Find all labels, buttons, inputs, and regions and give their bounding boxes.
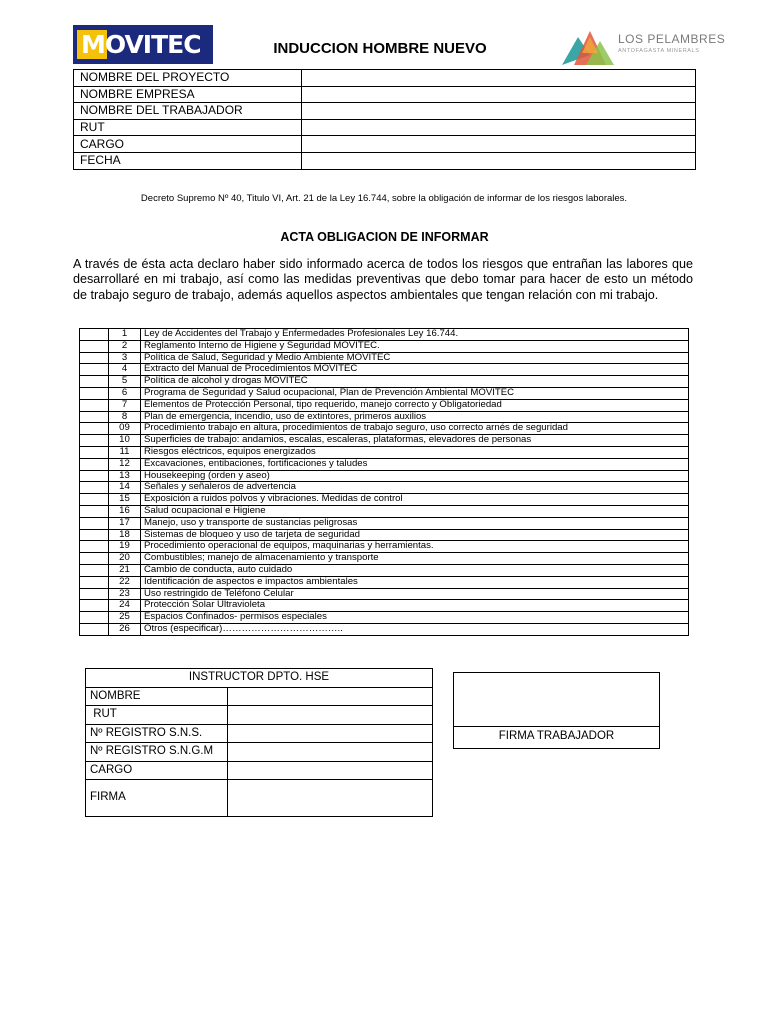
topic-text: Procedimiento operacional de equipos, maquinarias y herramientas. xyxy=(141,541,689,553)
topic-row xyxy=(80,470,689,482)
instructor-header: INSTRUCTOR DPTO. HSE xyxy=(86,669,433,688)
topic-text: Combustibles; manejo de almacenamiento y transporte xyxy=(141,553,689,565)
mountain-icon xyxy=(560,25,616,67)
topic-row xyxy=(80,376,689,388)
instructor-value-field[interactable] xyxy=(228,724,433,743)
topic-number: 13 xyxy=(109,470,141,482)
topic-text: Ley de Accidentes del Trabajo y Enfermedades Profesionales Ley 16.744. xyxy=(141,329,689,341)
topic-number: 12 xyxy=(109,458,141,470)
topic-check-cell[interactable] xyxy=(80,600,109,612)
topic-check-cell[interactable] xyxy=(80,364,109,376)
topic-number: 10 xyxy=(109,435,141,447)
topic-text: Sistemas de bloqueo y uso de tarjeta de seguridad xyxy=(141,529,689,541)
instructor-table xyxy=(85,668,433,817)
info-value-field[interactable] xyxy=(302,103,696,120)
topic-row xyxy=(80,564,689,576)
topic-text: Extracto del Manual de Procedimientos MOVITEC xyxy=(141,364,689,376)
topic-check-cell[interactable] xyxy=(80,387,109,399)
worker-signature-label: FIRMA TRABAJADOR xyxy=(498,730,615,742)
topic-row xyxy=(80,446,689,458)
topic-row xyxy=(80,340,689,352)
topic-number: 09 xyxy=(109,423,141,435)
topic-number: 14 xyxy=(109,482,141,494)
topic-check-cell[interactable] xyxy=(80,446,109,458)
topic-number: 6 xyxy=(109,387,141,399)
topic-check-cell[interactable] xyxy=(80,517,109,529)
topic-text: Identificación de aspectos e impactos ambientales xyxy=(141,576,689,588)
topic-row xyxy=(80,505,689,517)
info-row xyxy=(74,136,696,153)
topic-row xyxy=(80,387,689,399)
info-row xyxy=(74,86,696,103)
info-row xyxy=(74,103,696,120)
topic-text: Exposición a ruidos polvos y vibraciones. Medidas de control xyxy=(141,494,689,506)
topic-number: 21 xyxy=(109,564,141,576)
instructor-label: RUT xyxy=(86,706,228,725)
topic-row xyxy=(80,435,689,447)
document-title: INDUCCION HOMBRE NUEVO xyxy=(273,40,487,57)
instructor-row xyxy=(86,780,433,817)
topic-row xyxy=(80,399,689,411)
instructor-row xyxy=(86,706,433,725)
topic-number: 7 xyxy=(109,399,141,411)
topic-number: 2 xyxy=(109,340,141,352)
topic-check-cell[interactable] xyxy=(80,529,109,541)
topic-row xyxy=(80,623,689,635)
topic-row xyxy=(80,553,689,565)
info-value-field[interactable] xyxy=(302,70,696,87)
topic-number: 4 xyxy=(109,364,141,376)
movitec-logo xyxy=(73,25,213,64)
worker-info-table xyxy=(73,69,696,170)
instructor-row xyxy=(86,687,433,706)
decree-text: Decreto Supremo Nº 40, Titulo VI, Art. 21 de la Ley 16.744, sobre la obligación de informar de los riesgos laborales. xyxy=(140,193,628,204)
topic-check-cell[interactable] xyxy=(80,340,109,352)
topic-row xyxy=(80,517,689,529)
instructor-value-field[interactable] xyxy=(228,706,433,725)
topic-text: Política de Salud, Seguridad y Medio Ambiente MOVITEC xyxy=(141,352,689,364)
info-label: FECHA xyxy=(74,152,302,169)
topic-row xyxy=(80,423,689,435)
topic-text: Programa de Seguridad y Salud ocupacional, Plan de Prevención Ambiental MOVITEC xyxy=(141,387,689,399)
topic-check-cell[interactable] xyxy=(80,458,109,470)
intro-paragraph: A través de ésta acta declaro haber sido informado acerca de todos los riesgos que entrañan las labores que desarrollaré en mi trabajo, así como las medidas preventivas que debo tomar para hacer de esto un método de trabajo seguro de trabajo, además aquellos aspectos ambientales que tengan relación con mi trabajo. xyxy=(73,257,693,302)
instructor-value-field[interactable] xyxy=(228,780,433,817)
topic-check-cell[interactable] xyxy=(80,576,109,588)
topic-row xyxy=(80,329,689,341)
topic-check-cell[interactable] xyxy=(80,435,109,447)
instructor-label: Nº REGISTRO S.N.G.M xyxy=(86,743,228,762)
topic-number: 22 xyxy=(109,576,141,588)
topic-number: 1 xyxy=(109,329,141,341)
info-row xyxy=(74,70,696,87)
topic-check-cell[interactable] xyxy=(80,588,109,600)
instructor-label: CARGO xyxy=(86,761,228,780)
info-label: CARGO xyxy=(74,136,302,153)
topic-text: Elementos de Protección Personal, tipo requerido, manejo correcto y Obligatoriedad xyxy=(141,399,689,411)
topic-check-cell[interactable] xyxy=(80,352,109,364)
topic-check-cell[interactable] xyxy=(80,623,109,635)
topic-text: Uso restringido de Teléfono Celular xyxy=(141,588,689,600)
topic-number: 18 xyxy=(109,529,141,541)
topic-check-cell[interactable] xyxy=(80,612,109,624)
instructor-row xyxy=(86,724,433,743)
topic-text: Housekeeping (orden y aseo) xyxy=(141,470,689,482)
movitec-logo-text: MOVITEC xyxy=(81,30,201,59)
info-value-field[interactable] xyxy=(302,136,696,153)
topic-row xyxy=(80,576,689,588)
topic-text: Política de alcohol y drogas MOVITEC xyxy=(141,376,689,388)
signature-divider xyxy=(454,726,659,727)
info-label: NOMBRE DEL PROYECTO xyxy=(74,70,302,87)
instructor-label: NOMBRE xyxy=(86,687,228,706)
topic-row xyxy=(80,588,689,600)
topic-text: Espacios Confinados- permisos especiales xyxy=(141,612,689,624)
instructor-value-field[interactable] xyxy=(228,743,433,762)
topic-row xyxy=(80,482,689,494)
topic-row xyxy=(80,541,689,553)
topic-check-cell[interactable] xyxy=(80,494,109,506)
topic-number: 15 xyxy=(109,494,141,506)
worker-signature-box xyxy=(453,672,660,749)
topic-text: Reglamento Interno de Higiene y Seguridad MOVITEC. xyxy=(141,340,689,352)
topic-number: 20 xyxy=(109,553,141,565)
topic-check-cell[interactable] xyxy=(80,564,109,576)
instructor-row xyxy=(86,743,433,762)
instructor-row xyxy=(86,761,433,780)
topic-text: Señales y señaleros de advertencia xyxy=(141,482,689,494)
topic-row xyxy=(80,411,689,423)
info-value-field[interactable] xyxy=(302,86,696,103)
topic-row xyxy=(80,494,689,506)
topic-text: Manejo, uso y transporte de sustancias peligrosas xyxy=(141,517,689,529)
info-value-field[interactable] xyxy=(302,152,696,169)
acta-title: ACTA OBLIGACION DE INFORMAR xyxy=(280,230,489,244)
info-value-field[interactable] xyxy=(302,119,696,136)
topic-number: 11 xyxy=(109,446,141,458)
topic-row xyxy=(80,600,689,612)
topic-number: 23 xyxy=(109,588,141,600)
topic-row xyxy=(80,458,689,470)
topic-text: Protección Solar Ultravioleta xyxy=(141,600,689,612)
info-label: RUT xyxy=(74,119,302,136)
topic-check-cell[interactable] xyxy=(80,329,109,341)
topic-text: Procedimiento trabajo en altura, procedimientos de trabajo seguro, uso correcto arnés de seguridad xyxy=(141,423,689,435)
topic-number: 17 xyxy=(109,517,141,529)
topic-check-cell[interactable] xyxy=(80,553,109,565)
instructor-label: FIRMA xyxy=(86,780,228,817)
topics-table xyxy=(79,328,689,636)
topic-check-cell[interactable] xyxy=(80,411,109,423)
topic-number: 19 xyxy=(109,541,141,553)
topic-check-cell[interactable] xyxy=(80,470,109,482)
info-row xyxy=(74,152,696,169)
topic-check-cell[interactable] xyxy=(80,423,109,435)
info-row xyxy=(74,119,696,136)
topic-number: 24 xyxy=(109,600,141,612)
topic-text: Riesgos eléctricos, equipos energizados xyxy=(141,446,689,458)
instructor-value-field[interactable] xyxy=(228,687,433,706)
topic-text: Otros (especificar)……………………………….. xyxy=(141,623,689,635)
topic-check-cell[interactable] xyxy=(80,482,109,494)
topic-row xyxy=(80,364,689,376)
topic-number: 5 xyxy=(109,376,141,388)
topic-row xyxy=(80,529,689,541)
pelambres-name: LOS PELAMBRES xyxy=(618,32,726,46)
topic-number: 3 xyxy=(109,352,141,364)
topic-text: Superficies de trabajo: andamios, escalas, escaleras, plataformas, elevadores de personas xyxy=(141,435,689,447)
instructor-value-field[interactable] xyxy=(228,761,433,780)
topic-check-cell[interactable] xyxy=(80,505,109,517)
topic-text: Excavaciones, entibaciones, fortificaciones y taludes xyxy=(141,458,689,470)
info-label: NOMBRE DEL TRABAJADOR xyxy=(74,103,302,120)
topic-text: Plan de emergencia, incendio, uso de extintores, primeros auxilios xyxy=(141,411,689,423)
los-pelambres-logo xyxy=(560,25,726,67)
topic-check-cell[interactable] xyxy=(80,541,109,553)
topic-text: Salud ocupacional e Higiene xyxy=(141,505,689,517)
instructor-label: Nº REGISTRO S.N.S. xyxy=(86,724,228,743)
topic-number: 8 xyxy=(109,411,141,423)
pelambres-subtitle: ANTOFAGASTA MINERALS xyxy=(618,48,700,54)
topic-text: Cambio de conducta, auto cuidado xyxy=(141,564,689,576)
info-label: NOMBRE EMPRESA xyxy=(74,86,302,103)
topic-row xyxy=(80,612,689,624)
topic-row xyxy=(80,352,689,364)
topic-number: 26 xyxy=(109,623,141,635)
topic-number: 16 xyxy=(109,505,141,517)
topic-number: 25 xyxy=(109,612,141,624)
topic-check-cell[interactable] xyxy=(80,399,109,411)
topic-check-cell[interactable] xyxy=(80,376,109,388)
instructor-header-row xyxy=(86,669,433,688)
